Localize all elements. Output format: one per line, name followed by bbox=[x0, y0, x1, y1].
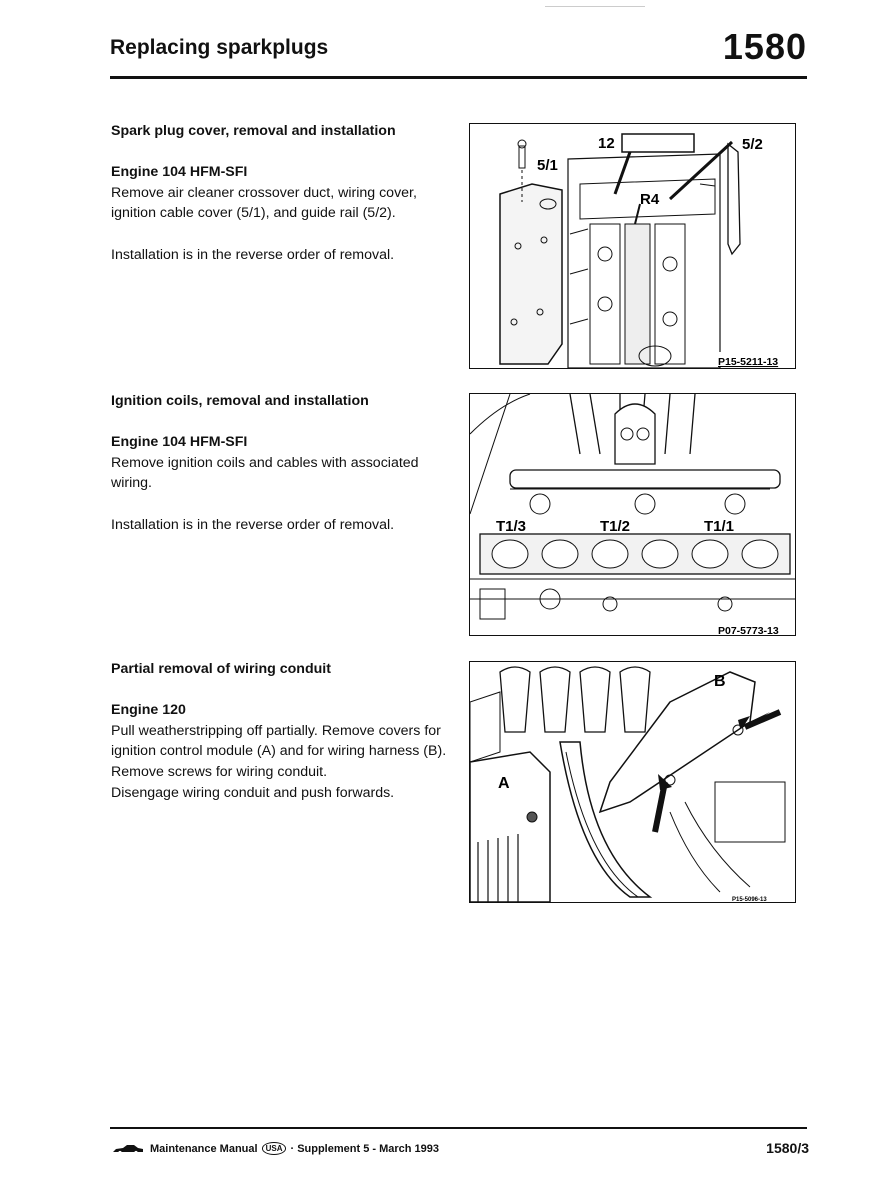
figure-label: B bbox=[714, 673, 726, 690]
engine-label: Engine 104 HFM-SFI bbox=[111, 163, 248, 180]
header-rule bbox=[110, 76, 807, 79]
figure-code: P07-5773-13 bbox=[718, 625, 779, 635]
figure-label: 12 bbox=[598, 135, 615, 152]
figure-wiring-conduit bbox=[469, 661, 796, 903]
section-heading: Partial removal of wiring conduit bbox=[111, 661, 331, 677]
page-title: Replacing sparkplugs bbox=[110, 36, 329, 59]
figure-code: P15-5096-13 bbox=[732, 897, 767, 902]
figure-label: A bbox=[498, 775, 510, 792]
figure-label: 5/1 bbox=[537, 157, 558, 174]
car-logo-icon bbox=[112, 1144, 144, 1154]
footer bbox=[112, 1142, 439, 1155]
section-heading: Spark plug cover, removal and installation bbox=[111, 123, 396, 139]
figure-code: P15-5211-13 bbox=[718, 356, 779, 368]
section-heading: Ignition coils, removal and installation bbox=[111, 393, 369, 409]
instruction-text: Remove ignition coils and cables with associated wiring. bbox=[111, 454, 419, 492]
scan-mark bbox=[545, 6, 645, 7]
figure-label: T1/2 bbox=[600, 518, 631, 535]
instruction-text: Disengage wiring conduit and push forwards. bbox=[111, 784, 395, 801]
figure-label: R4 bbox=[640, 191, 660, 208]
instruction-text: Remove screws for wiring conduit. bbox=[111, 764, 328, 781]
instruction-text: Installation is in the reverse order of removal. bbox=[111, 516, 395, 533]
figure-label: T1/3 bbox=[496, 518, 527, 535]
figure-label: 5/2 bbox=[742, 136, 763, 153]
supplement-info: · Supplement 5 - March 1993 bbox=[290, 1142, 440, 1155]
engine-label: Engine 104 HFM-SFI bbox=[111, 433, 248, 450]
section-wiring-conduit bbox=[111, 659, 451, 804]
engine-label: Engine 120 bbox=[111, 701, 186, 718]
instruction-text: Pull weatherstripping off partially. Remove covers for ignition control module (A) and for wiring harness (B). bbox=[111, 722, 447, 760]
figure-spark-plug-cover bbox=[469, 123, 796, 369]
section-ignition-coils bbox=[111, 391, 451, 536]
figure-label: T1/1 bbox=[704, 518, 735, 535]
page-number: 1580/3 bbox=[766, 1140, 809, 1156]
usa-badge: USA bbox=[262, 1142, 287, 1155]
footer-rule bbox=[110, 1127, 807, 1129]
manual-name: Maintenance Manual bbox=[150, 1142, 258, 1155]
section-spark-plug-cover bbox=[111, 121, 451, 266]
instruction-text: Remove air cleaner crossover duct, wiring cover, ignition cable cover (5/1), and guide rail (5/2). bbox=[111, 184, 417, 222]
section-number: 1580 bbox=[722, 26, 807, 67]
figure-ignition-coils bbox=[469, 393, 796, 636]
instruction-text: Installation is in the reverse order of removal. bbox=[111, 246, 395, 263]
